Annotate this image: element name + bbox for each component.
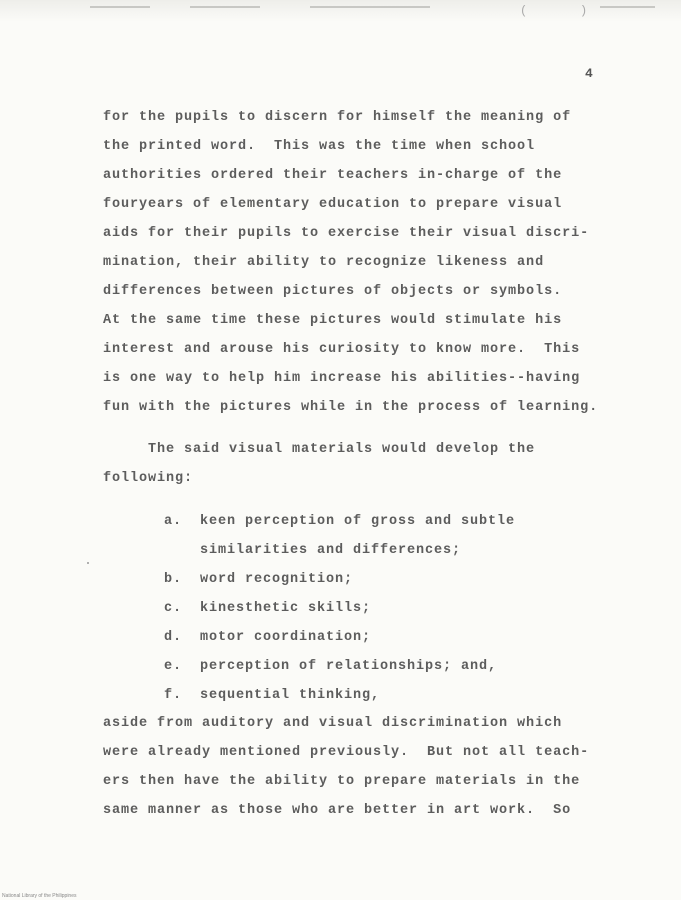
scan-mark: [90, 6, 150, 8]
list-item-text: perception of relationships; and,: [200, 659, 498, 674]
list-item-text: sequential thinking,: [200, 688, 381, 703]
top-mark-right: ): [580, 4, 589, 18]
paragraph-line: the printed word. This was the time when school: [103, 139, 536, 154]
list-item-text: keen perception of gross and subtle: [200, 514, 516, 529]
paragraph-line: authorities ordered their teachers in-charge of the: [103, 168, 563, 183]
paragraph-line: aside from auditory and visual discrimination which: [103, 716, 563, 731]
paragraph-line: for the pupils to discern for himself the meaning of: [103, 110, 572, 125]
paragraph-line: following:: [103, 471, 194, 486]
paragraph-line: were already mentioned previously. But not all teach-: [103, 745, 590, 760]
paragraph-line: interest and arouse his curiosity to know more. This: [103, 342, 581, 357]
page-number: 4: [585, 66, 593, 81]
list-marker: e.: [164, 659, 183, 674]
paragraph-line: At the same time these pictures would stimulate his: [103, 313, 563, 328]
paragraph-line: ers then have the ability to prepare materials in the: [103, 774, 581, 789]
paragraph-line: same manner as those who are better in art work. So: [103, 803, 572, 818]
scan-mark: [310, 6, 430, 8]
paragraph-line: is one way to help him increase his abilities--having: [103, 371, 581, 386]
list-item-text: kinesthetic skills;: [200, 601, 372, 616]
paragraph-line: aids for their pupils to exercise their visual discri-: [103, 226, 590, 241]
scan-speck: [87, 562, 89, 564]
paragraph-line: fouryears of elementary education to prepare visual: [103, 197, 563, 212]
paragraph-line: fun with the pictures while in the process of learning.: [103, 400, 599, 415]
list-marker: f.: [164, 688, 183, 703]
list-marker: c.: [164, 601, 183, 616]
list-marker: a.: [164, 514, 183, 529]
scan-top-edge: [0, 0, 681, 22]
paragraph-line: mination, their ability to recognize likeness and: [103, 255, 545, 270]
list-marker: b.: [164, 572, 183, 587]
footer-credit: National Library of the Philippines: [2, 893, 77, 899]
paragraph-line: The said visual materials would develop the: [103, 442, 536, 457]
scan-mark: [600, 6, 655, 8]
list-item-text: motor coordination;: [200, 630, 372, 645]
top-mark-left: (: [520, 4, 529, 18]
paragraph-line: differences between pictures of objects or symbols.: [103, 284, 563, 299]
list-item-text: word recognition;: [200, 572, 354, 587]
list-marker: d.: [164, 630, 183, 645]
scan-mark: [190, 6, 260, 8]
list-item-text: similarities and differences;: [200, 543, 462, 558]
